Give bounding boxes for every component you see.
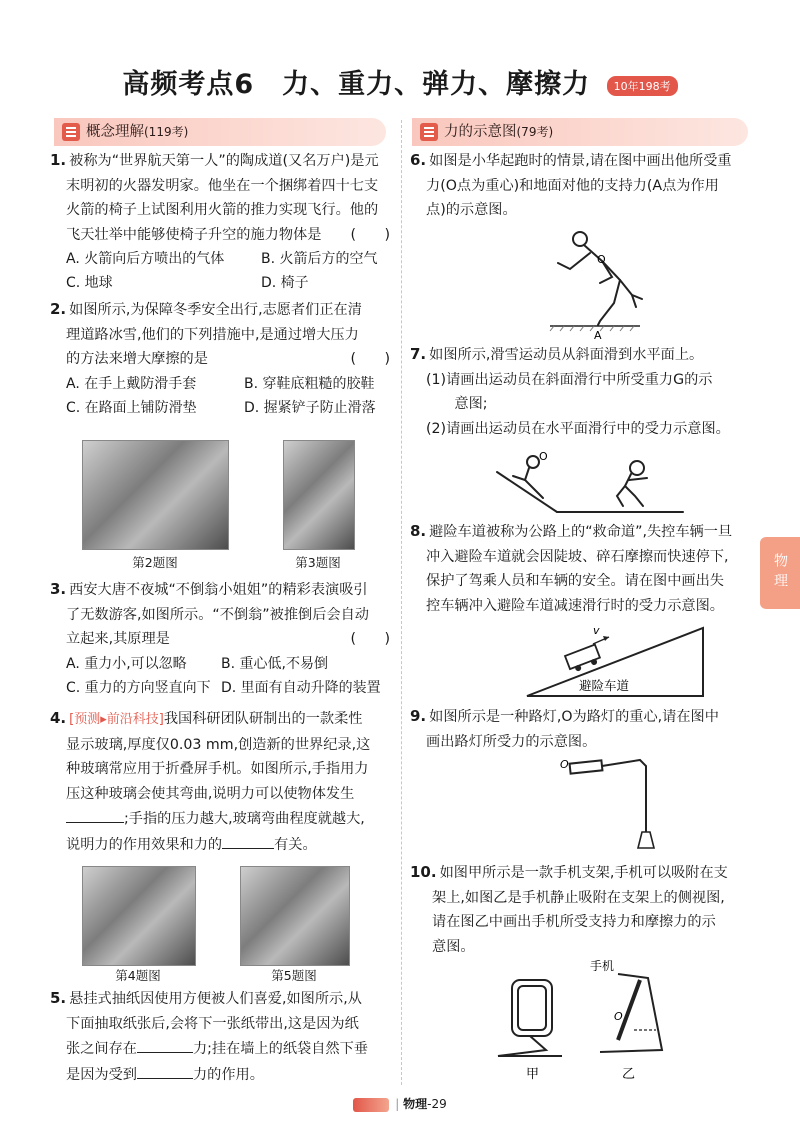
question-7: [410, 342, 752, 441]
question-number: 6.: [410, 151, 427, 169]
label-phone: 手机: [590, 960, 615, 973]
brand-logo-icon: [353, 1098, 389, 1112]
question-text-line: 控车辆冲入避险车道减速滑行时的受力示意图。: [426, 597, 724, 614]
label-o: O: [614, 1010, 623, 1023]
question-5: [50, 986, 390, 1087]
question-1: [50, 148, 390, 295]
label-jia: 甲: [526, 1067, 540, 1082]
page-footer: | 物理-29: [0, 1095, 800, 1112]
question-text-line: (1)请画出运动员在斜面滑行中所受重力G的示: [426, 371, 713, 388]
figure-4-photo: [82, 866, 196, 966]
question-4: [50, 706, 390, 857]
question-text-line: 的方法来增大摩擦的是: [66, 351, 208, 367]
label-o: O: [539, 450, 548, 463]
right-section-count: (79考): [516, 125, 554, 139]
label-v: v: [593, 624, 600, 637]
option-b: B. 火箭后方的空气: [261, 251, 378, 267]
option-a: A. 在手上戴防滑手套: [66, 375, 197, 392]
option-c: C. 重力的方向竖直向下: [66, 679, 211, 696]
figure-3-caption: 第3题图: [295, 555, 341, 570]
question-text-line: 请在图乙中画出手机所受支持力和摩擦力的示: [432, 914, 716, 930]
footer-subject: 物理: [403, 1097, 428, 1111]
answer-paren: ( ): [350, 226, 390, 243]
option-d: D. 椅子: [261, 275, 309, 291]
question-text-line: 点)的示意图。: [426, 202, 517, 218]
label-yi: 乙: [622, 1067, 636, 1082]
question-number: 7.: [410, 345, 427, 363]
question-3: [50, 577, 390, 700]
figure-2-photo: [82, 440, 229, 550]
left-section-title: 概念理解: [86, 124, 144, 140]
question-text-line: 悬挂式抽纸因使用方便被人们喜爱,如图所示,从: [69, 991, 362, 1007]
figure-8-escape-lane: [525, 620, 705, 700]
question-2: [50, 297, 390, 420]
question-8: [410, 519, 752, 618]
question-text-line: 力的作用。: [192, 1066, 264, 1083]
option-a: A. 重力小,可以忽略: [66, 655, 187, 672]
label-o: O: [560, 758, 569, 771]
figure-9-street-lamp: [560, 756, 670, 852]
right-section-header: [412, 118, 748, 146]
question-text-line: 西安大唐不夜城“不倒翁小姐姐”的精彩表演吸引: [69, 582, 368, 598]
label-a: A: [594, 329, 602, 340]
figure-10-phone-stand: [490, 960, 680, 1082]
prediction-tag: [预测▸前沿科技]: [69, 712, 164, 727]
figure-2-caption: 第2题图: [132, 555, 178, 570]
question-6: [410, 148, 752, 223]
answer-paren: ( ): [350, 631, 390, 647]
question-text-line: 理道路冰雪,他们的下列措施中,是通过增大压力: [66, 326, 359, 343]
question-text-line: 冲入避险车道就会因陡坡、碎石摩擦而快速停下,: [426, 548, 729, 565]
figure-4-caption: 第4题图: [115, 968, 161, 983]
question-text-line: 了无数游客,如图所示。“不倒翁”被推倒后会自动: [66, 606, 369, 623]
question-text-line: 力(O点为重心)和地面对他的支持力(A点为作用: [426, 177, 719, 194]
question-text-line: 避险车道被称为公路上的“救命道”,失控车辆一旦: [429, 524, 733, 540]
question-text-line: 意图;: [426, 396, 488, 412]
question-text-line: 飞天壮举中能够使椅子升空的施力物体是: [66, 226, 322, 243]
question-text-line: 画出路灯所受力的示意图。: [426, 733, 597, 750]
question-number: 2.: [50, 300, 67, 318]
title-badge: 10年198考: [607, 76, 678, 96]
figure-5-caption: 第5题图: [271, 968, 317, 983]
question-text-line: 显示玻璃,厚度仅0.03 mm,创造新的世界纪录,这: [66, 736, 371, 753]
question-10: [410, 860, 752, 959]
page-title: [0, 62, 800, 101]
question-text-line: 立起来,其原理是: [66, 631, 170, 647]
title-text: 高频考点6 力、重力、弹力、摩擦力: [122, 69, 591, 100]
question-text-line: 火箭的椅子上试图利用火箭的推力实现飞行。他的: [66, 202, 379, 218]
answer-blank[interactable]: [137, 1036, 193, 1053]
question-text-line: 被称为“世界航天第一人”的陶成道(又名万户)是元: [69, 153, 379, 169]
question-text-line: 种玻璃常应用于折叠屏手机。如图所示,手指用力: [66, 761, 369, 777]
option-a: A. 火箭向后方喷出的气体: [66, 251, 225, 267]
question-text-line: 意图。: [432, 938, 475, 955]
question-9: [410, 704, 752, 754]
option-b: B. 重心低,不易倒: [221, 655, 328, 672]
figure-3-photo: [283, 440, 355, 550]
question-text-line: 是因为受到: [66, 1066, 137, 1083]
question-text-line: 如图是小华起跑时的情景,请在图中画出他所受重: [429, 153, 732, 169]
option-c: C. 地球: [66, 275, 113, 291]
question-text-line: (2)请画出运动员在水平面滑行中的受力示意图。: [426, 420, 730, 437]
label-o: O: [597, 253, 606, 266]
answer-blank[interactable]: [66, 806, 124, 823]
subject-side-tab: 物理: [760, 537, 800, 609]
question-number: 4.: [50, 709, 67, 727]
question-number: 8.: [410, 522, 427, 540]
notebook-icon: [62, 123, 80, 141]
question-number: 5.: [50, 989, 67, 1007]
answer-blank[interactable]: [137, 1062, 193, 1079]
question-text-line: 力;挂在墙上的纸袋自然下垂: [192, 1041, 368, 1057]
answer-blank[interactable]: [222, 832, 274, 849]
question-number: 1.: [50, 151, 67, 169]
question-text-line: 压这种玻璃会使其弯曲,说明力可以使物体发生: [66, 785, 355, 802]
question-text-line: 我国科研团队研制出的一款柔性: [163, 711, 363, 727]
footer-page-number: -29: [427, 1097, 447, 1111]
question-number: 10.: [410, 863, 437, 881]
label-escape-lane: 避险车道: [579, 678, 630, 693]
option-b: B. 穿鞋底粗糙的胶鞋: [244, 375, 375, 392]
question-text-line: 有关。: [274, 836, 317, 853]
question-text-line: 张之间存在: [66, 1041, 137, 1057]
question-text-line: 如图甲所示是一款手机支架,手机可以吸附在支: [439, 865, 728, 881]
right-section-title: 力的示意图: [444, 124, 517, 140]
question-number: 3.: [50, 580, 67, 598]
option-d: D. 里面有自动升降的装置: [221, 679, 381, 696]
question-text-line: 下面抽取纸张后,会将下一张纸带出,这是因为纸: [66, 1015, 359, 1032]
question-text-line: 末明初的火器发明家。他坐在一个捆绑着四十七支: [66, 177, 379, 194]
question-number: 9.: [410, 707, 427, 725]
figure-7-skiers: [495, 450, 685, 520]
figure-5-photo: [240, 866, 350, 966]
question-text-line: 如图所示是一种路灯,O为路灯的重心,请在图中: [429, 709, 719, 725]
column-divider: [401, 120, 402, 1085]
question-text-line: 如图所示,滑雪运动员从斜面滑到水平面上。: [429, 347, 704, 363]
answer-paren: ( ): [350, 351, 390, 367]
left-section-count: (119考): [144, 125, 189, 139]
question-text-line: 如图所示,为保障冬季安全出行,志愿者们正在清: [69, 302, 362, 318]
question-text-line: ;手指的压力越大,玻璃弯曲程度就越大,: [124, 811, 365, 827]
option-d: D. 握紧铲子防止滑落: [244, 399, 376, 416]
question-text-line: 说明力的作用效果和力的: [66, 836, 223, 853]
left-section-header: [54, 118, 386, 146]
figure-6-runner: [540, 225, 650, 340]
question-text-line: 保护了驾乘人员和车辆的安全。请在图中画出失: [426, 573, 724, 589]
notebook-icon: [420, 123, 438, 141]
question-text-line: 架上,如图乙是手机静止吸附在支架上的侧视图,: [432, 889, 725, 906]
option-c: C. 在路面上铺防滑垫: [66, 399, 197, 416]
